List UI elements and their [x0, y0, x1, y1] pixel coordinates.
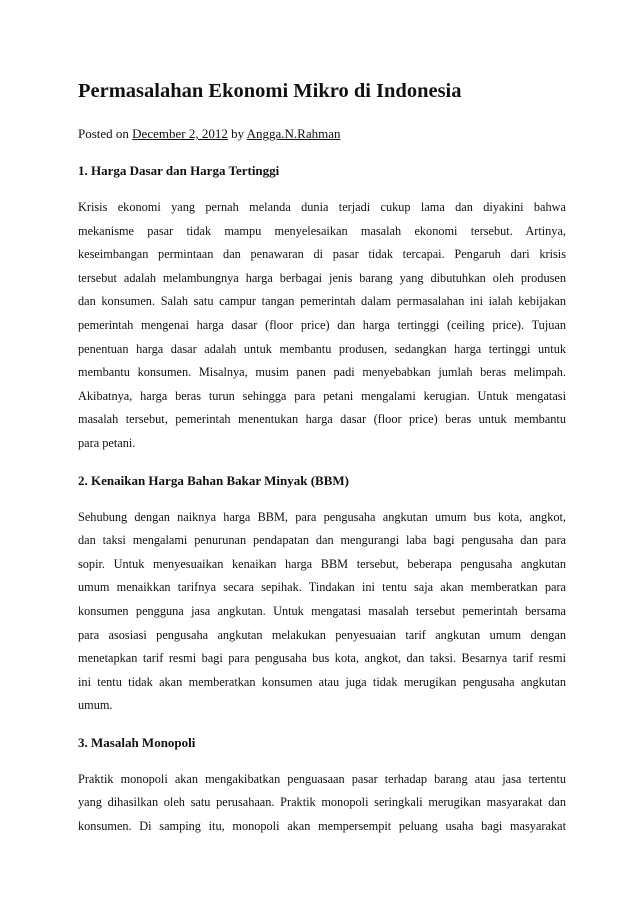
section-paragraph-2	[78, 506, 566, 718]
section-heading-3: 3. Masalah Monopoli	[78, 734, 196, 750]
by-label: by	[231, 126, 245, 141]
post-date-link[interactable]: December 2, 2012	[132, 126, 228, 141]
paragraph-line: Krisis ekonomi yang pernah melanda dunia terjadi cukup lama dan diyakini bahwa	[78, 200, 566, 214]
paragraph-line: masalah tersebut, pemerintah menentukan harga dasar (floor price) beras untuk membantu	[78, 412, 566, 427]
document-page	[78, 78, 566, 839]
section-paragraph-3	[78, 768, 566, 839]
paragraph-line: membantu konsumen. Misalnya, musim panen padi menyebabkan jumlah beras melimpah.	[78, 365, 566, 380]
paragraph-line: konsumen. Di samping itu, monopoli akan mempersempit peluang usaha bagi masyarakat	[78, 819, 566, 834]
paragraph-line: umum.	[78, 698, 113, 713]
paragraph-line: para petani.	[78, 435, 136, 450]
post-meta	[78, 125, 566, 143]
paragraph-line: dan konsumen. Salah satu campur tangan pemerintah dalam permasalahan ini ialah kebijakan	[78, 294, 566, 309]
paragraph-line: umum menaikkan tarifnya secara sepihak. Tindakan ini tentu saja akan memberatkan para	[78, 580, 566, 595]
paragraph-line: para asosiasi pengusaha angkutan melakukan penyesuaian tarif angkutan umum dengan	[78, 627, 566, 642]
paragraph-line: Akibatnya, harga beras turun sehingga para petani mengalami kerugian. Untuk mengatasi	[78, 388, 566, 403]
paragraph-line: mekanisme pasar tidak mampu menyelesaikan masalah ekonomi tersebut. Artinya,	[78, 223, 566, 238]
paragraph-line: ini tentu tidak akan memberatkan konsumen atau juga tidak merugikan pengusaha angkutan	[78, 674, 566, 689]
paragraph-line: menetapkan tarif resmi bagi para pengusaha bus kota, angkot, dan taksi. Besarnya tarif resmi	[78, 651, 566, 666]
paragraph-line: sopir. Untuk menyesuaikan kenaikan harga BBM tersebut, beberapa pengusaha angkutan	[78, 556, 566, 571]
posted-on-label: Posted on	[78, 126, 129, 141]
document-title: Permasalahan Ekonomi Mikro di Indonesia	[78, 80, 462, 102]
paragraph-line: Sehubung dengan naiknya harga BBM, para pengusaha angkutan umum bus kota, angkot,	[78, 509, 566, 524]
author-link[interactable]: Angga.N.Rahman	[246, 126, 341, 141]
paragraph-line: yang dihasilkan oleh satu perusahaan. Praktik monopoli seringkali merugikan masyarakat dan	[78, 795, 566, 810]
section-heading-1: 1. Harga Dasar dan Harga Tertinggi	[78, 163, 280, 178]
paragraph-line: Praktik monopoli akan mengakibatkan penguasaan pasar terhadap barang atau jasa tertentu	[78, 771, 566, 786]
paragraph-line: tersebut adalah melambungnya harga berbagai jenis barang yang dibutuhkan oleh produsen	[78, 270, 566, 285]
paragraph-line: dan taksi mengalami penurunan pendapatan dan mengurangi laba bagi pengusaha dan para	[78, 533, 566, 548]
paragraph-line: pemerintah mengenai harga dasar (floor price) dan harga tertinggi (ceiling price). Tujuan	[78, 317, 566, 332]
paragraph-line: keseimbangan permintaan dan penawaran di pasar tidak tercapai. Pengaruh dari krisis	[78, 247, 566, 262]
paragraph-line: konsumen pengguna jasa angkutan. Untuk mengatasi masalah tersebut pemerintah bersama	[78, 603, 566, 618]
section-paragraph-1	[78, 196, 566, 456]
paragraph-line: penentuan harga dasar adalah untuk membantu produsen, sedangkan harga tertinggi untuk	[78, 341, 566, 356]
section-heading-2: 2. Kenaikan Harga Bahan Bakar Minyak (BBM)	[78, 472, 349, 488]
